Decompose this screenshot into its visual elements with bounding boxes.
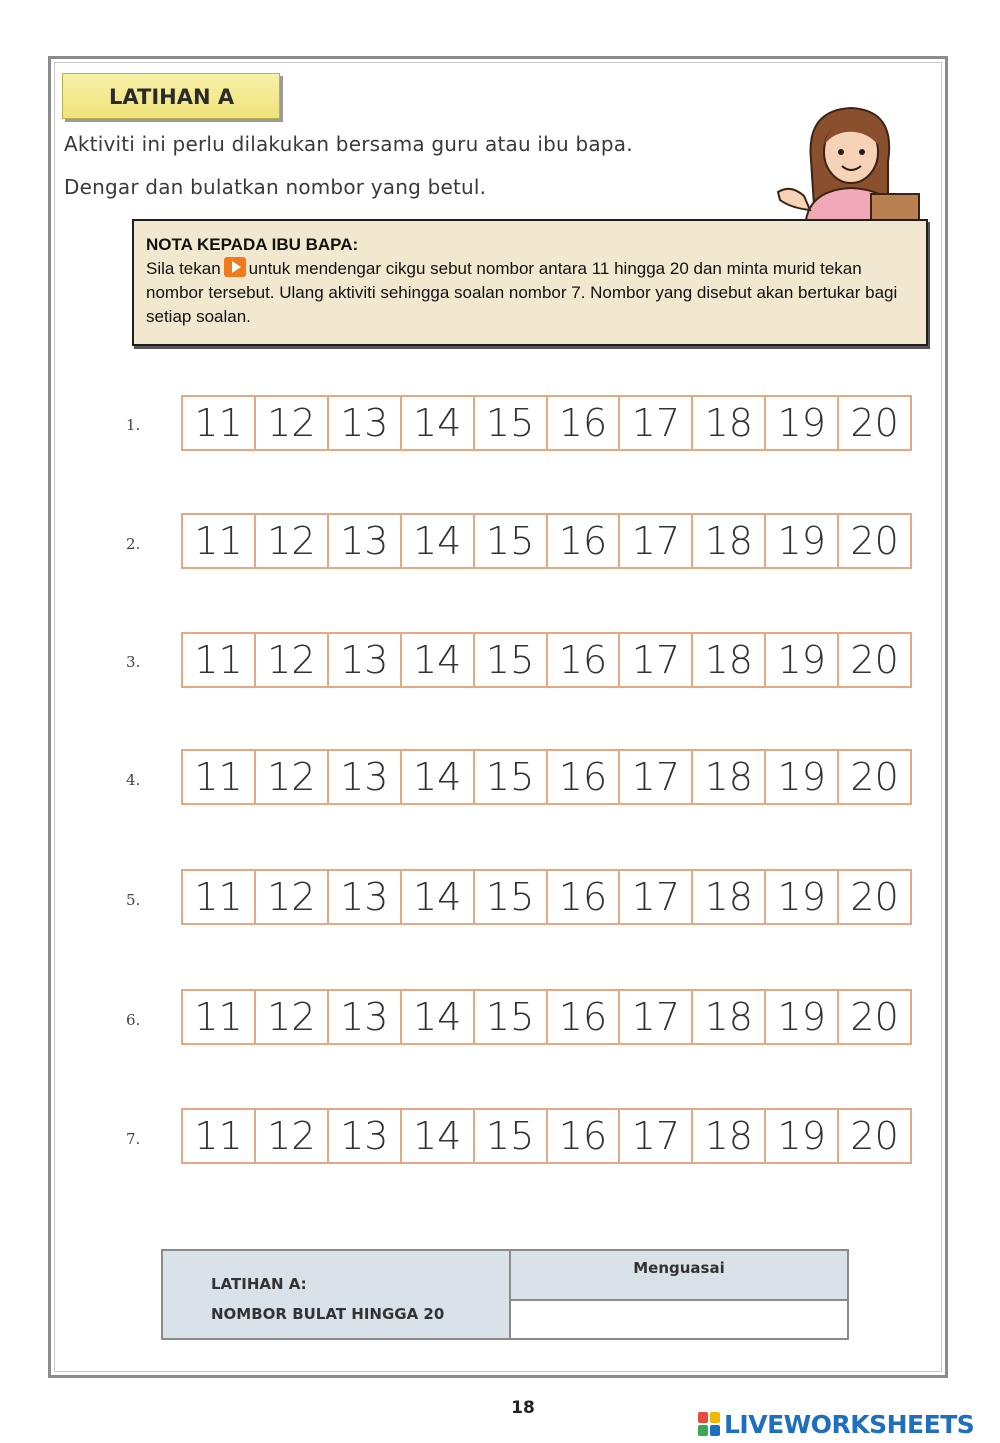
number-option[interactable]: 16 bbox=[546, 515, 619, 567]
number-option[interactable]: 11 bbox=[194, 638, 243, 682]
summary-mastery-cell bbox=[511, 1301, 847, 1338]
number-option[interactable]: 15 bbox=[473, 515, 546, 567]
number-option[interactable]: 12 bbox=[254, 515, 327, 567]
number-option[interactable]: 18 bbox=[691, 515, 764, 567]
number-option[interactable]: 15 bbox=[473, 751, 546, 803]
number-option[interactable]: 11 bbox=[194, 755, 243, 799]
summary-line-2: NOMBOR BULAT HINGGA 20 bbox=[211, 1305, 445, 1323]
answer-row-5 bbox=[181, 869, 912, 925]
number-option[interactable]: 11 bbox=[194, 1114, 243, 1158]
number-option[interactable]: 20 bbox=[837, 991, 910, 1043]
number-option[interactable]: 19 bbox=[764, 397, 837, 449]
note-text-after: untuk mendengar cikgu sebut nombor antara 11 hingga 20 dan minta murid tekan nombor tersebut. Ulang aktiviti sehingga soalan nombor 7. Nombor yang disebut akan bertukar bagi setiap soalan. bbox=[146, 259, 898, 326]
note-body bbox=[146, 257, 914, 329]
number-option[interactable]: 17 bbox=[618, 397, 691, 449]
number-option[interactable]: 18 bbox=[691, 634, 764, 686]
number-option[interactable]: 15 bbox=[473, 397, 546, 449]
number-option[interactable]: 14 bbox=[400, 634, 473, 686]
number-option[interactable]: 19 bbox=[764, 871, 837, 923]
number-option[interactable]: 17 bbox=[618, 634, 691, 686]
number-option[interactable]: 20 bbox=[837, 1110, 910, 1162]
number-option[interactable]: 17 bbox=[618, 991, 691, 1043]
summary-title bbox=[163, 1251, 511, 1338]
number-option[interactable]: 18 bbox=[691, 871, 764, 923]
answer-row-6 bbox=[181, 989, 912, 1045]
number-option[interactable]: 11 bbox=[194, 401, 243, 445]
page-number: 18 bbox=[511, 1398, 535, 1418]
note-title: NOTA KEPADA IBU BAPA: bbox=[146, 235, 359, 254]
number-option[interactable]: 13 bbox=[327, 751, 400, 803]
number-option[interactable]: 20 bbox=[837, 871, 910, 923]
number-option[interactable]: 19 bbox=[764, 1110, 837, 1162]
number-option[interactable]: 16 bbox=[546, 871, 619, 923]
exercise-label: LATIHAN A bbox=[62, 73, 280, 119]
number-option[interactable]: 13 bbox=[327, 871, 400, 923]
number-option[interactable]: 14 bbox=[400, 397, 473, 449]
number-option[interactable]: 11 bbox=[194, 875, 243, 919]
number-option[interactable]: 18 bbox=[691, 397, 764, 449]
number-option[interactable]: 11 bbox=[194, 519, 243, 563]
summary-table bbox=[161, 1249, 849, 1340]
liveworksheets-logo-icon bbox=[697, 1411, 721, 1437]
number-option[interactable]: 13 bbox=[327, 397, 400, 449]
number-option[interactable]: 18 bbox=[691, 991, 764, 1043]
question-number: 5. bbox=[126, 891, 141, 909]
number-option[interactable]: 17 bbox=[618, 1110, 691, 1162]
question-number: 6. bbox=[126, 1011, 141, 1029]
question-number: 7. bbox=[126, 1130, 141, 1148]
number-option[interactable]: 14 bbox=[400, 751, 473, 803]
play-icon[interactable] bbox=[224, 257, 246, 277]
number-option[interactable]: 12 bbox=[254, 634, 327, 686]
number-option[interactable]: 16 bbox=[546, 634, 619, 686]
number-option[interactable]: 13 bbox=[327, 515, 400, 567]
teacher-illustration bbox=[776, 100, 926, 220]
number-option[interactable]: 16 bbox=[546, 991, 619, 1043]
instruction-line-2: Dengar dan bulatkan nombor yang betul. bbox=[64, 175, 487, 199]
number-option[interactable]: 13 bbox=[327, 1110, 400, 1162]
number-option[interactable]: 12 bbox=[254, 397, 327, 449]
number-option[interactable]: 20 bbox=[837, 397, 910, 449]
number-option[interactable]: 15 bbox=[473, 991, 546, 1043]
summary-column-header: Menguasai bbox=[511, 1251, 847, 1301]
number-option[interactable]: 16 bbox=[546, 397, 619, 449]
brand-text: LIVEWORKSHEETS bbox=[724, 1409, 975, 1439]
number-option[interactable]: 13 bbox=[327, 634, 400, 686]
number-option[interactable]: 18 bbox=[691, 1110, 764, 1162]
number-option[interactable]: 15 bbox=[473, 634, 546, 686]
number-option[interactable]: 13 bbox=[327, 991, 400, 1043]
number-option[interactable]: 15 bbox=[473, 1110, 546, 1162]
number-option[interactable]: 12 bbox=[254, 1110, 327, 1162]
number-option[interactable]: 14 bbox=[400, 1110, 473, 1162]
number-option[interactable]: 16 bbox=[546, 751, 619, 803]
number-option[interactable]: 19 bbox=[764, 515, 837, 567]
summary-line-1: LATIHAN A: bbox=[211, 1275, 307, 1293]
number-option[interactable]: 18 bbox=[691, 751, 764, 803]
number-option[interactable]: 20 bbox=[837, 515, 910, 567]
number-option[interactable]: 17 bbox=[618, 871, 691, 923]
answer-row-7 bbox=[181, 1108, 912, 1164]
number-option[interactable]: 12 bbox=[254, 991, 327, 1043]
number-option[interactable]: 17 bbox=[618, 751, 691, 803]
number-option[interactable]: 16 bbox=[546, 1110, 619, 1162]
number-option[interactable]: 14 bbox=[400, 515, 473, 567]
number-option[interactable]: 19 bbox=[764, 991, 837, 1043]
number-option[interactable]: 11 bbox=[194, 995, 243, 1039]
number-option[interactable]: 12 bbox=[254, 751, 327, 803]
parent-note bbox=[132, 219, 928, 346]
number-option[interactable]: 12 bbox=[254, 871, 327, 923]
number-option[interactable]: 17 bbox=[618, 515, 691, 567]
answer-row-1 bbox=[181, 395, 912, 451]
number-option[interactable]: 14 bbox=[400, 871, 473, 923]
brand bbox=[697, 1408, 974, 1440]
number-option[interactable]: 15 bbox=[473, 871, 546, 923]
question-number: 3. bbox=[126, 653, 141, 671]
number-option[interactable]: 20 bbox=[837, 751, 910, 803]
note-text-before: Sila tekan bbox=[146, 259, 221, 278]
question-number: 1. bbox=[126, 416, 141, 434]
number-option[interactable]: 14 bbox=[400, 991, 473, 1043]
number-option[interactable]: 19 bbox=[764, 751, 837, 803]
instruction-line-1: Aktiviti ini perlu dilakukan bersama guru atau ibu bapa. bbox=[64, 132, 633, 156]
answer-row-3 bbox=[181, 632, 912, 688]
number-option[interactable]: 19 bbox=[764, 634, 837, 686]
answer-row-2 bbox=[181, 513, 912, 569]
number-option[interactable]: 20 bbox=[837, 634, 910, 686]
question-number: 2. bbox=[126, 535, 141, 553]
answer-row-4 bbox=[181, 749, 912, 805]
question-number: 4. bbox=[126, 771, 141, 789]
